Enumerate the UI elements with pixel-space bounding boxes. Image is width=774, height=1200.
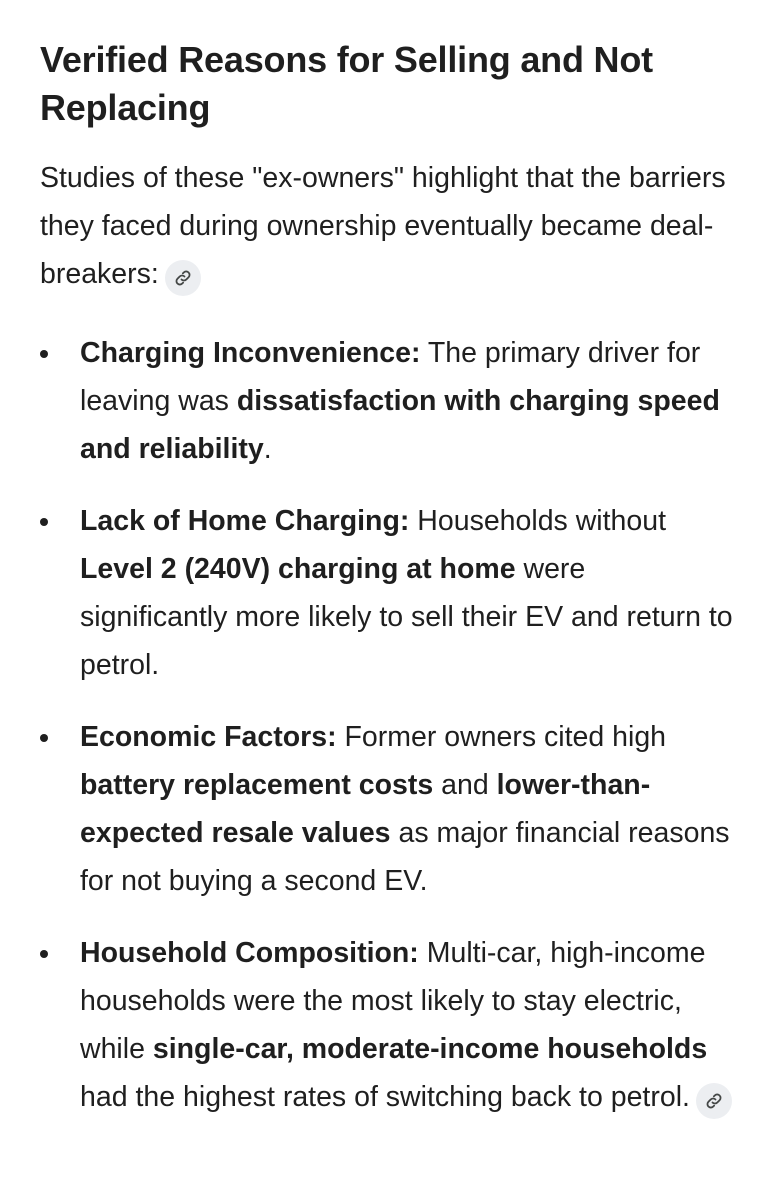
source-link-button[interactable] [165, 260, 201, 296]
reason-text: were significantly more likely to sell their EV and return to petrol. [80, 553, 733, 681]
reason-title: Lack of Home Charging: [80, 505, 410, 537]
reason-text: and [433, 769, 497, 801]
link-icon [705, 1092, 723, 1110]
list-item [40, 929, 740, 1121]
reason-emphasis: lower-than-expected resale values [80, 769, 651, 849]
list-item [40, 497, 740, 689]
reason-text: as major financial reasons for not buying a second EV. [80, 817, 730, 897]
reason-text: Households without [409, 505, 667, 537]
reason-text: had the highest rates of switching back to petrol. [80, 1081, 690, 1113]
reason-emphasis: dissatisfaction with charging speed and reliability [80, 385, 720, 465]
reason-emphasis: Level 2 (240V) charging at home [80, 553, 516, 585]
intro-text: Studies of these "ex-owners" highlight that the barriers they faced during ownership eventually became deal-breakers: [40, 162, 726, 290]
bullet-icon [40, 518, 48, 526]
link-icon [174, 269, 192, 287]
bullet-icon [40, 734, 48, 742]
intro-paragraph [40, 154, 740, 298]
reason-emphasis: battery replacement costs [80, 769, 434, 801]
section-heading: Verified Reasons for Selling and Not Replacing [40, 39, 653, 128]
reason-title: Household Composition: [80, 937, 419, 969]
reason-text: . [263, 433, 272, 465]
list-item [40, 329, 740, 473]
bullet-icon [40, 350, 48, 358]
reason-text: The primary driver for leaving was [80, 337, 701, 417]
reason-text: Multi-car, high-income households were the most likely to stay electric, while [80, 937, 706, 1065]
reasons-list [40, 329, 740, 1121]
list-item [40, 713, 740, 905]
bullet-icon [40, 950, 48, 958]
reason-title: Charging Inconvenience: [80, 337, 421, 369]
source-link-button[interactable] [696, 1083, 732, 1119]
reason-title: Economic Factors: [80, 721, 337, 753]
reason-text: Former owners cited high [336, 721, 667, 753]
article [40, 36, 740, 1145]
reason-emphasis: single-car, moderate-income households [152, 1033, 708, 1065]
